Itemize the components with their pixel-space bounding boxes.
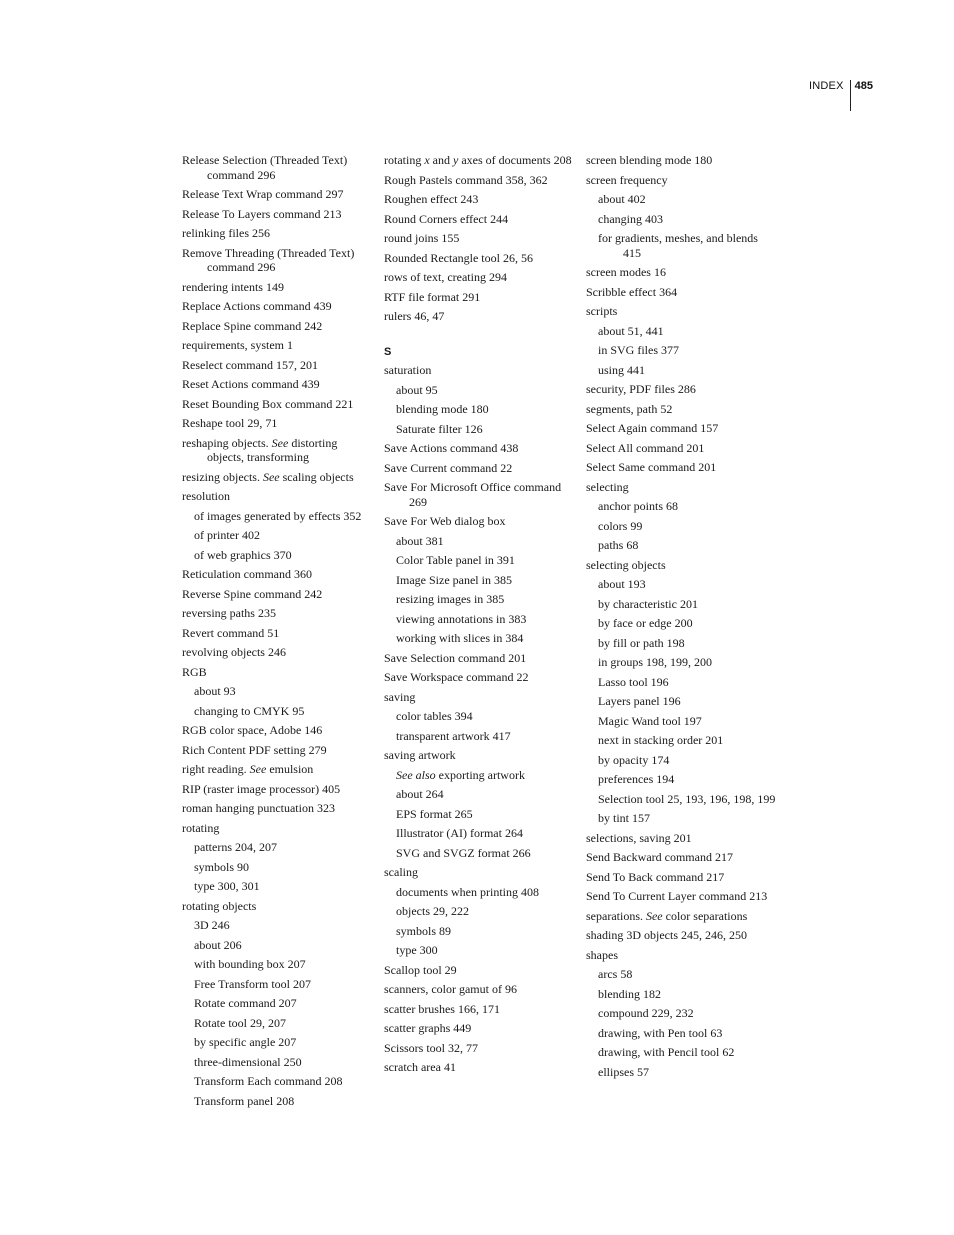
entry-text: resizing objects. — [182, 469, 263, 484]
index-subentry — [586, 212, 776, 227]
entry-text: for gradients, meshes, and blends 415 — [598, 231, 758, 260]
index-subentry — [182, 509, 372, 524]
entry-text: Magic Wand tool 197 — [598, 713, 702, 728]
index-entry — [586, 441, 776, 456]
index-subentry — [586, 675, 776, 690]
index-entry — [384, 651, 574, 666]
entry-text: Save Workspace command 22 — [384, 670, 529, 684]
entry-text: revolving objects 246 — [182, 645, 286, 659]
entry-text: about 381 — [396, 533, 444, 548]
index-entry — [384, 290, 574, 305]
entry-text: about 402 — [598, 192, 646, 206]
cross-reference-term: y — [452, 153, 459, 167]
index-entry — [384, 1041, 574, 1056]
entry-text: RTF file format 291 — [384, 289, 481, 304]
index-entry — [182, 226, 372, 241]
entry-text: Release Text Wrap command 297 — [182, 187, 344, 201]
index-entry — [384, 270, 574, 285]
index-subentry — [384, 422, 574, 437]
entry-text: Reticulation command 360 — [182, 567, 312, 581]
index-subentry — [182, 879, 372, 894]
entry-text: Color Table panel in 391 — [396, 553, 515, 567]
index-subentry — [182, 918, 372, 933]
index-entry — [182, 319, 372, 334]
entry-text: round joins 155 — [384, 231, 460, 245]
index-subentry — [586, 1026, 776, 1041]
entry-text: objects 29, 222 — [396, 904, 469, 918]
entry-text: Rough Pastels command 358, 362 — [384, 172, 548, 187]
index-subentry — [586, 1045, 776, 1060]
index-entry — [384, 192, 574, 207]
index-subentry — [586, 714, 776, 729]
index-entry — [384, 212, 574, 227]
entry-text: rotating — [182, 820, 220, 835]
entry-text: Select Same command 201 — [586, 460, 717, 474]
index-entry — [182, 397, 372, 412]
index-column-3 — [586, 153, 776, 1084]
entry-text: selecting objects — [586, 557, 666, 572]
index-subentry — [586, 324, 776, 339]
index-entry — [182, 489, 372, 504]
index-entry — [384, 963, 574, 978]
entry-text: Transform Each command 208 — [194, 1074, 343, 1088]
entry-text: scaling — [384, 865, 418, 879]
index-subentry — [182, 996, 372, 1011]
index-entry — [586, 480, 776, 495]
index-subentry — [384, 768, 574, 783]
index-subentry — [586, 987, 776, 1002]
entry-text: by tint 157 — [598, 811, 651, 825]
index-entry — [182, 358, 372, 373]
entry-text: Save Actions command 438 — [384, 441, 519, 455]
index-subentry — [586, 655, 776, 670]
entry-text: axes of documents 208 — [458, 153, 572, 167]
entry-text: blending 182 — [598, 986, 661, 1001]
cross-reference-term: See — [271, 435, 289, 450]
entry-text: 3D 246 — [194, 918, 230, 932]
entry-text: resizing images in 385 — [396, 592, 505, 606]
index-subentry — [182, 1055, 372, 1070]
entry-text: with bounding box 207 — [194, 957, 306, 971]
index-subentry — [586, 967, 776, 982]
index-subentry — [384, 826, 574, 841]
entry-text: next in stacking order 201 — [598, 733, 724, 747]
index-entry — [586, 304, 776, 319]
index-entry — [182, 338, 372, 353]
index-entry — [586, 948, 776, 963]
index-entry — [384, 173, 574, 188]
index-subentry — [384, 612, 574, 627]
entry-text: right reading. — [182, 762, 250, 776]
entry-text: in SVG files 377 — [598, 343, 679, 357]
index-entry — [182, 207, 372, 222]
entry-text: Scribble effect 364 — [586, 284, 678, 299]
entry-text: Illustrator (AI) format 264 — [396, 826, 523, 840]
index-entry — [182, 626, 372, 641]
index-entry — [586, 382, 776, 397]
index-column-2 — [384, 153, 574, 1080]
entry-text: about 51, 441 — [598, 323, 664, 338]
index-entry — [586, 850, 776, 865]
index-entry — [182, 762, 372, 777]
index-entry — [586, 265, 776, 280]
index-subentry — [384, 534, 574, 549]
entry-text: and — [429, 153, 453, 167]
entry-text: RIP (raster image processor) 405 — [182, 781, 341, 796]
index-subentry — [586, 597, 776, 612]
entry-text: Select Again command 157 — [586, 421, 719, 435]
entry-text: Revert command 51 — [182, 625, 280, 640]
entry-text: Replace Spine command 242 — [182, 318, 323, 333]
entry-text: Saturate filter 126 — [396, 421, 483, 436]
entry-text: screen modes 16 — [586, 265, 666, 279]
index-entry — [182, 665, 372, 680]
entry-text: colors 99 — [598, 518, 643, 533]
entry-text: three-dimensional 250 — [194, 1054, 302, 1069]
entry-text: reversing paths 235 — [182, 606, 276, 620]
entry-text: in groups 198, 199, 200 — [598, 655, 712, 669]
index-entry — [586, 831, 776, 846]
entry-text: Send To Current Layer command 213 — [586, 889, 768, 903]
index-subentry — [586, 343, 776, 358]
index-entry — [586, 460, 776, 475]
entry-text: saving artwork — [384, 748, 456, 762]
entry-text: arcs 58 — [598, 967, 633, 981]
cross-reference-term: See — [262, 469, 280, 484]
cross-reference-term: See also — [396, 767, 436, 782]
index-subentry — [384, 787, 574, 802]
entry-text: preferences 194 — [598, 772, 675, 786]
entry-text: rotating — [384, 153, 425, 167]
index-subentry — [586, 694, 776, 709]
index-subentry — [586, 1065, 776, 1080]
index-entry — [182, 743, 372, 758]
entry-text: drawing, with Pen tool 63 — [598, 1025, 723, 1040]
index-entry — [182, 470, 372, 485]
index-entry — [384, 514, 574, 529]
entry-text: Release Selection (Threaded Text) command 296 — [182, 153, 348, 182]
entry-text: Reset Actions command 439 — [182, 377, 320, 391]
index-entry — [182, 436, 372, 465]
entry-text: segments, path 52 — [586, 401, 673, 416]
index-subentry — [586, 499, 776, 514]
index-entry — [182, 801, 372, 816]
header-divider — [850, 80, 851, 111]
entry-text: using 441 — [598, 362, 646, 377]
index-subentry — [384, 729, 574, 744]
entry-text: saturation — [384, 363, 432, 377]
index-entry — [182, 899, 372, 914]
index-subentry — [586, 231, 776, 260]
index-entry — [384, 1021, 574, 1036]
entry-text: selections, saving 201 — [586, 830, 692, 845]
page-number: 485 — [854, 80, 873, 92]
index-entry — [182, 782, 372, 797]
index-subentry — [586, 1006, 776, 1021]
index-entry — [182, 187, 372, 202]
index-subentry — [384, 553, 574, 568]
index-entry — [384, 480, 574, 509]
entry-text: scripts — [586, 304, 618, 318]
index-subentry — [182, 548, 372, 563]
entry-text: separations. — [586, 908, 646, 923]
index-subentry — [182, 528, 372, 543]
entry-text: about 93 — [194, 684, 236, 698]
entry-text: Replace Actions command 439 — [182, 299, 332, 313]
entry-text: Reset Bounding Box command 221 — [182, 396, 354, 411]
index-entry — [586, 173, 776, 188]
entry-text: scratch area 41 — [384, 1060, 456, 1074]
entry-text: Layers panel 196 — [598, 694, 681, 708]
index-column-1 — [182, 153, 372, 1113]
header-label: INDEX — [809, 80, 844, 92]
index-entry — [586, 558, 776, 573]
index-entry — [384, 251, 574, 266]
entry-text: resolution — [182, 489, 230, 503]
index-entry — [384, 670, 574, 685]
index-subentry — [586, 192, 776, 207]
entry-text: blending mode 180 — [396, 402, 489, 416]
index-subentry — [384, 807, 574, 822]
entry-text: of printer 402 — [194, 528, 260, 542]
running-header — [809, 80, 873, 111]
entry-text: scatter brushes 166, 171 — [384, 1001, 500, 1016]
entry-text: EPS format 265 — [396, 806, 473, 821]
entry-text: Release To Layers command 213 — [182, 206, 342, 221]
entry-text: Scallop tool 29 — [384, 962, 457, 977]
index-subentry — [182, 1074, 372, 1089]
index-subentry — [384, 383, 574, 398]
entry-text: anchor points 68 — [598, 499, 678, 513]
entry-text: Rich Content PDF setting 279 — [182, 742, 327, 757]
entry-text: Remove Threading (Threaded Text) command 296 — [182, 245, 355, 274]
index-subentry — [586, 811, 776, 826]
index-entry — [586, 285, 776, 300]
index-subentry — [384, 904, 574, 919]
index-entry — [182, 567, 372, 582]
index-entry — [182, 645, 372, 660]
entry-text: Image Size panel in 385 — [396, 572, 512, 587]
entry-text: ellipses 57 — [598, 1064, 649, 1079]
index-subentry — [182, 684, 372, 699]
entry-text: Rounded Rectangle tool 26, 56 — [384, 250, 533, 265]
index-subentry — [182, 704, 372, 719]
entry-text: working with slices in 384 — [396, 631, 524, 645]
entry-text: Round Corners effect 244 — [384, 211, 509, 226]
index-entry — [384, 1002, 574, 1017]
index-entry — [384, 441, 574, 456]
index-subentry — [384, 885, 574, 900]
index-subentry — [586, 636, 776, 651]
index-subentry — [182, 840, 372, 855]
index-entry — [182, 416, 372, 431]
entry-text: Lasso tool 196 — [598, 674, 669, 689]
entry-text: transparent artwork 417 — [396, 728, 511, 743]
entry-text: shapes — [586, 947, 618, 962]
index-entry — [384, 231, 574, 246]
index-subentry — [586, 733, 776, 748]
index-entry — [384, 690, 574, 705]
entry-text: Save Current command 22 — [384, 460, 513, 475]
entry-text: Free Transform tool 207 — [194, 976, 311, 991]
entry-text: Send Backward command 217 — [586, 850, 733, 864]
entry-text: by characteristic 201 — [598, 596, 698, 611]
index-subentry — [182, 860, 372, 875]
cross-reference-term: See — [249, 762, 267, 776]
entry-text: symbols 89 — [396, 923, 452, 938]
entry-text: rows of text, creating 294 — [384, 270, 507, 284]
entry-text: type 300, 301 — [194, 879, 260, 893]
index-subentry — [384, 592, 574, 607]
entry-text: drawing, with Pencil tool 62 — [598, 1045, 735, 1059]
entry-text: Save For Microsoft Office command 269 — [384, 480, 562, 509]
entry-text: of web graphics 370 — [194, 547, 292, 562]
entry-text: saving — [384, 689, 416, 704]
index-entry — [182, 299, 372, 314]
index-subentry — [384, 631, 574, 646]
index-entry — [384, 1060, 574, 1075]
entry-text: security, PDF files 286 — [586, 382, 696, 396]
index-entry — [182, 606, 372, 621]
entry-text: Reselect command 157, 201 — [182, 357, 318, 372]
index-entry — [586, 153, 776, 168]
entry-text: of images generated by effects 352 — [194, 508, 362, 523]
entry-text: Transform panel 208 — [194, 1093, 295, 1108]
index-entry — [586, 402, 776, 417]
entry-text: requirements, system 1 — [182, 338, 293, 352]
entry-text: about 95 — [396, 382, 438, 397]
index-entry — [586, 928, 776, 943]
index-subentry — [586, 363, 776, 378]
entry-text: type 300 — [396, 943, 438, 957]
entry-text: scanners, color gamut of 96 — [384, 982, 517, 996]
index-entry — [182, 723, 372, 738]
entry-text: Reshape tool 29, 71 — [182, 416, 278, 430]
entry-text: shading 3D objects 245, 246, 250 — [586, 928, 747, 942]
entry-text: Reverse Spine command 242 — [182, 586, 323, 601]
entry-text: selecting — [586, 479, 629, 494]
entry-text: rotating objects — [182, 898, 257, 913]
entry-text: paths 68 — [598, 538, 639, 552]
entry-text: compound 229, 232 — [598, 1006, 694, 1020]
index-subentry — [182, 938, 372, 953]
entry-text: Rotate tool 29, 207 — [194, 1015, 286, 1030]
entry-text: changing to CMYK 95 — [194, 703, 305, 718]
entry-text: rulers 46, 47 — [384, 309, 445, 323]
index-entry — [182, 153, 372, 182]
entry-text: scaling objects — [279, 469, 354, 484]
entry-text: RGB color space, Adobe 146 — [182, 723, 323, 737]
entry-text: about 206 — [194, 937, 242, 952]
cross-reference-term: x — [424, 153, 430, 167]
index-entry — [384, 153, 574, 168]
entry-text: exporting artwork — [435, 767, 525, 782]
entry-text: scatter graphs 449 — [384, 1021, 472, 1035]
index-subentry — [586, 616, 776, 631]
entry-text: roman hanging punctuation 323 — [182, 801, 335, 815]
entry-text: relinking files 256 — [182, 226, 270, 240]
entry-text: screen blending mode 180 — [586, 153, 713, 167]
entry-text: about 264 — [396, 787, 444, 801]
index-entry — [586, 870, 776, 885]
entry-text: Selection tool 25, 193, 196, 198, 199 — [598, 791, 776, 806]
entry-text: Rotate command 207 — [194, 996, 297, 1010]
entry-text: documents when printing 408 — [396, 884, 539, 899]
index-entry — [586, 421, 776, 436]
index-entry — [586, 909, 776, 924]
index-subentry — [384, 924, 574, 939]
index-subentry — [586, 792, 776, 807]
index-subentry — [384, 943, 574, 958]
entry-text: about 193 — [598, 577, 646, 591]
entry-text: Send To Back command 217 — [586, 869, 725, 884]
entry-text: rendering intents 149 — [182, 279, 284, 294]
entry-text: RGB — [182, 664, 207, 679]
entry-text: distorting objects, transforming — [207, 435, 338, 464]
index-entry — [182, 246, 372, 275]
index-subentry — [384, 709, 574, 724]
index-subentry — [182, 957, 372, 972]
entry-text: reshaping objects. — [182, 435, 272, 450]
entry-text: by opacity 174 — [598, 752, 670, 767]
index-subentry — [586, 577, 776, 592]
index-subentry — [182, 1016, 372, 1031]
entry-text: Scissors tool 32, 77 — [384, 1040, 479, 1055]
index-subentry — [384, 402, 574, 417]
index-entry — [384, 982, 574, 997]
entry-text: emulsion — [266, 762, 314, 776]
entry-text: Save Selection command 201 — [384, 650, 527, 665]
index-entry — [384, 461, 574, 476]
entry-text: by fill or path 198 — [598, 635, 685, 650]
entry-text: SVG and SVGZ format 266 — [396, 845, 531, 860]
entry-text: screen frequency — [586, 172, 668, 187]
entry-text: color tables 394 — [396, 709, 473, 723]
entry-text: Save For Web dialog box — [384, 514, 506, 528]
index-subentry — [586, 753, 776, 768]
index-entry — [384, 309, 574, 324]
index-subentry — [586, 519, 776, 534]
index-entry — [384, 748, 574, 763]
entry-text: Roughen effect 243 — [384, 192, 479, 206]
section-letter: S — [384, 345, 392, 358]
index-subentry — [182, 1094, 372, 1109]
entry-text: by specific angle 207 — [194, 1035, 297, 1049]
index-subentry — [182, 977, 372, 992]
index-subentry — [586, 772, 776, 787]
index-subentry — [182, 1035, 372, 1050]
entry-text: patterns 204, 207 — [194, 840, 277, 854]
entry-text: by face or edge 200 — [598, 616, 693, 630]
index-entry — [384, 363, 574, 378]
entry-text: symbols 90 — [194, 859, 250, 874]
index-entry — [586, 889, 776, 904]
index-entry — [384, 865, 574, 880]
entry-text: Select All command 201 — [586, 440, 705, 455]
index-entry — [182, 280, 372, 295]
cross-reference-term: See — [645, 908, 663, 923]
index-subentry — [586, 538, 776, 553]
index-entry — [182, 587, 372, 602]
index-entry — [182, 821, 372, 836]
entry-text: color separations — [662, 908, 748, 923]
entry-text: changing 403 — [598, 211, 663, 226]
index-subentry — [384, 846, 574, 861]
index-subentry — [384, 573, 574, 588]
index-entry — [182, 377, 372, 392]
entry-text: viewing annotations in 383 — [396, 611, 527, 626]
